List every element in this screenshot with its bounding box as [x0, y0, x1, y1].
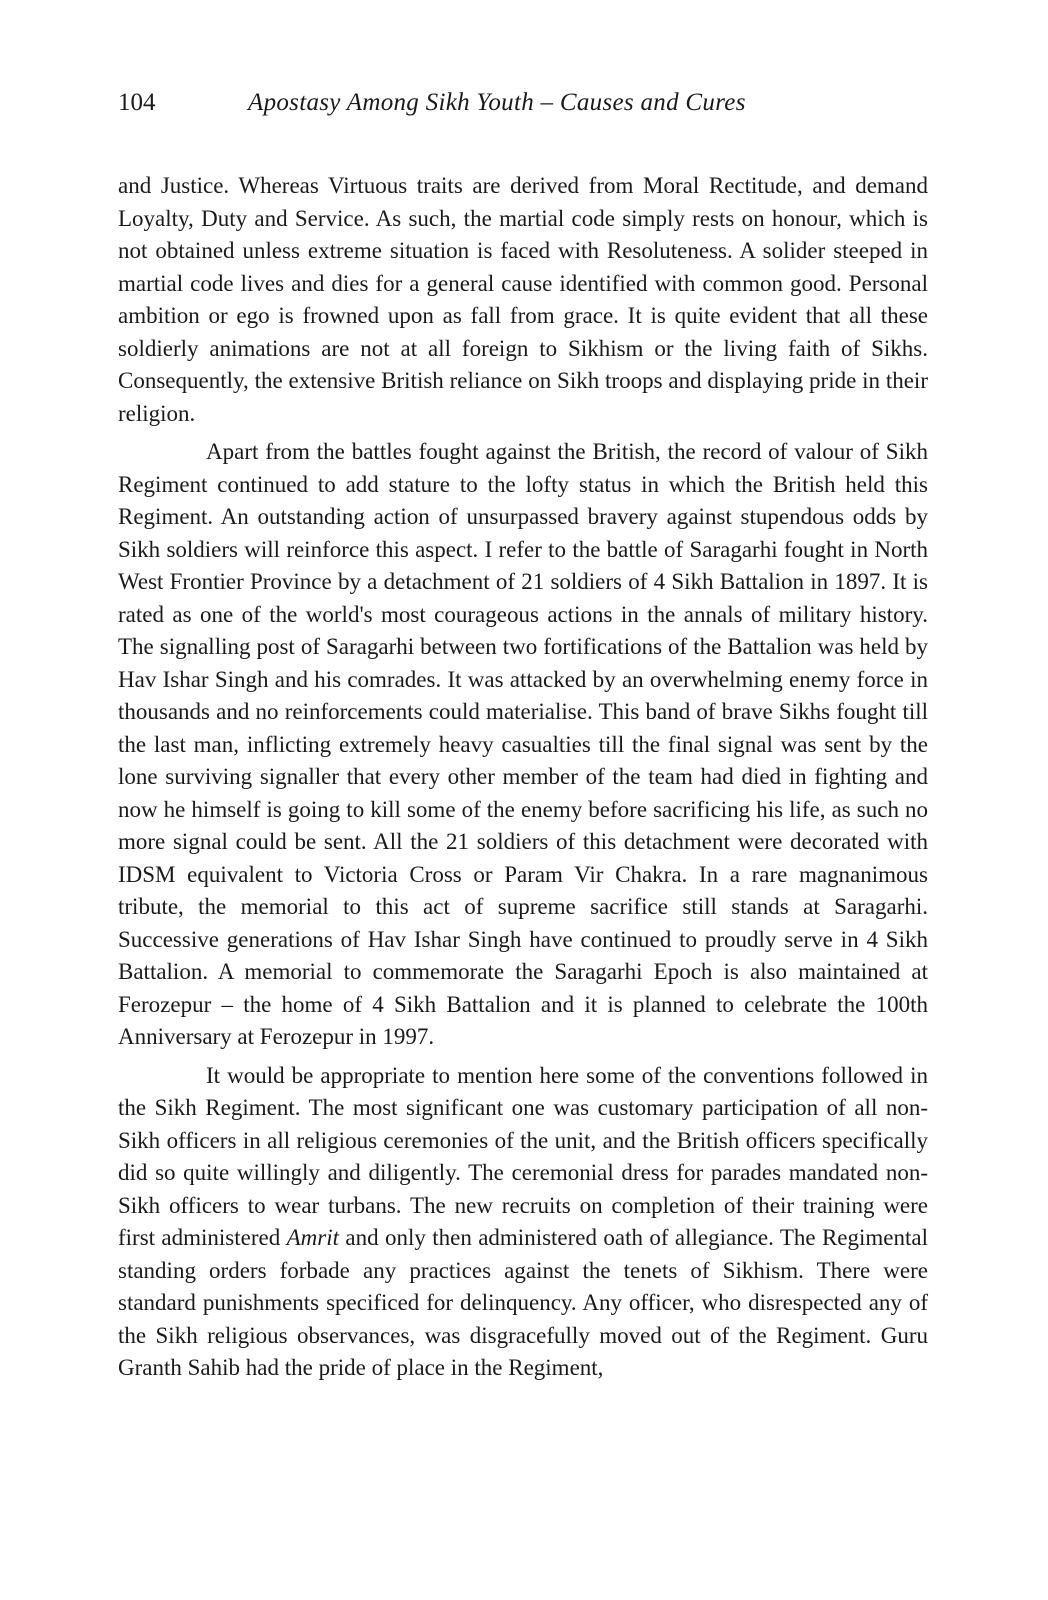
paragraph-3 [118, 1060, 928, 1385]
body-text [118, 170, 928, 1385]
running-header [118, 86, 938, 120]
paragraph-2: Apart from the battles fought against the British, the record of valour of Sikh Regiment continued to add stature to the lofty status in which the British held this Regiment. An outstanding action of unsurpassed bravery against stupendous odds by Sikh soldiers will reinforce this aspect. I refer to the battle of Saragarhi fought in North West Frontier Province by a detachment of 21 soldiers of 4 Sikh Battalion in 1897. It is rated as one of the world's most courageous actions in the annals of military history. The signalling post of Saragarhi between two fortifications of the Battalion was held by Hav Ishar Singh and his comrades. It was attacked by an overwhelming enemy force in thousands and no reinforcements could materialise. This band of brave Sikhs fought till the last man, inflicting extremely heavy casualties till the final signal was sent by the lone surviving signaller that every other member of the team had died in fighting and now he himself is going to kill some of the enemy before sacrificing his life, as such no more signal could be sent. All the 21 soldiers of this detachment were decorated with IDSM equivalent to Victoria Cross or Param Vir Chakra. In a rare magnanimous tribute, the memorial to this act of supreme sacrifice still stands at Saragarhi. Successive generations of Hav Ishar Singh have continued to proudly serve in 4 Sikh Battalion. A memorial to commemorate the Saragarhi Epoch is also maintained at Ferozepur – the home of 4 Sikh Battalion and it is planned to celebrate the 100th Anniversary at Ferozepur in 1997. [118, 439, 928, 1049]
paragraph-3-italic-term: Amrit [286, 1225, 339, 1250]
page-number: 104 [118, 89, 156, 116]
paragraph-3-text-a: It would be appropriate to mention here some of the conventions followed in the Sikh Regiment. The most significant one was customary participation of all non-Sikh officers in all religious ceremonies of the unit, and the British officers specifically did so quite willingly and diligently. The ceremonial dress for parades mandated non-Sikh officers to wear turbans. The new recruits on completion of their training were first administered [118, 1062, 928, 1250]
paragraph-3-text-b: and only then administered oath of allegiance. The Regimental standing orders forbade any practices against the tenets of Sikhism. There were standard punishments specificed for delinquency. Any officer, who disrespected any of the Sikh religious observances, was disgracefully moved out of the Regiment. Guru Granth Sahib had the pride of place in the Regiment, [118, 1225, 928, 1380]
running-title: Apostasy Among Sikh Youth – Causes and Cures [248, 89, 746, 116]
paragraph-1: and Justice. Whereas Virtuous traits are derived from Moral Rectitude, and demand Loyalty, Duty and Service. As such, the martial code simply rests on honour, which is not obtained unless extreme situation is faced with Resoluteness. A solider steeped in martial code lives and dies for a general cause identified with common good. Personal ambition or ego is frowned upon as fall from grace. It is quite evident that all these soldierly animations are not at all foreign to Sikhism or the living faith of Sikhs. Consequently, the extensive British reliance on Sikh troops and displaying pride in their religion. [118, 173, 928, 426]
